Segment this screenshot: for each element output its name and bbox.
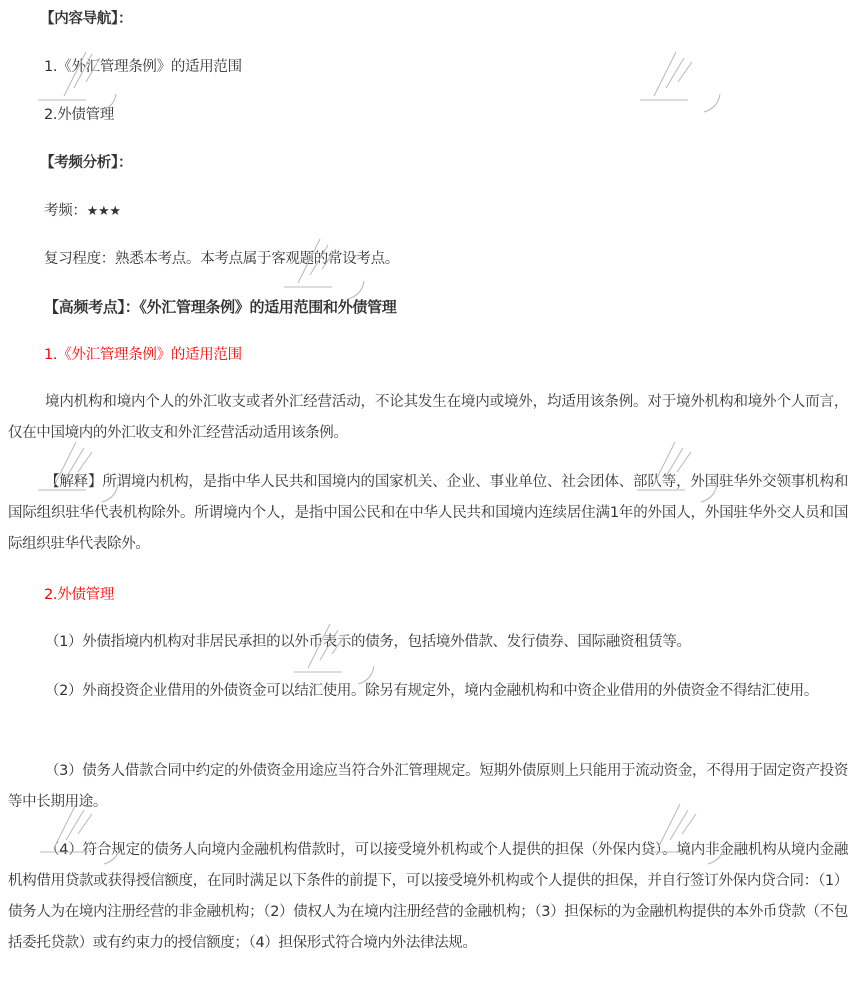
watermark-logo-icon	[280, 235, 370, 305]
watermark-logo-icon	[640, 48, 730, 118]
section-1-paragraph: 境内机构和境内个人的外汇收支或者外汇经营活动，不论其发生在境内或境外，均适用该条例。对于境外机构和境外个人而言，仅在中国境内的外汇收支和外汇经营活动适用该条例。	[8, 394, 848, 441]
review-level-text: 复习程度：熟悉本考点。本考点属于客观题的常设考点。	[44, 251, 399, 267]
section-2-point-3: （3）债务人借款合同中约定的外债资金用途应当符合外汇管理规定。短期外债原则上只能用于流动资金，不得用于固定资产投资等中长期用途。	[8, 763, 848, 810]
nav-heading: 【内容导航】：	[40, 11, 133, 27]
key-point-heading: 【高频考点】：《外汇管理条例》的适用范围和外债管理	[44, 298, 397, 316]
nav-item-1: 1.《外汇管理条例》的适用范围	[44, 59, 242, 75]
section-1-explanation: 【解释】所谓境内机构，是指中华人民共和国境内的国家机关、企业、事业单位、社会团体、部队等，外国驻华外交领事机构和国际组织驻华代表机构除外。所谓境内个人，是指中国公民和在中华人民共和国境内连续居住满1年的外国人，外国驻华外交人员和国际组织驻华代表除外。	[8, 474, 848, 552]
section-2-point-1: （1）外债指境内机构对非居民承担的以外币表示的债务，包括境外借款、发行债券、国际融资租赁等。	[45, 634, 691, 650]
star-rating-icon: ★★★	[86, 204, 121, 219]
section-2-point-4: （4）符合规定的债务人向境内金融机构借款时，可以接受境外机构或个人提供的担保（外保内贷）。境内非金融机构从境内金融机构借用贷款或获得授信额度，在同时满足以下条件的前提下，可以接受境外机构或个人提供的担保，并自行签订外保内贷合同：（1）债务人为在境内注册经营的非金融机构；（2）债权人为在境内注册经营的金融机构；（3）担保标的为金融机构提供的本外币贷款（不包括委托贷款）或有约束力的授信额度；（4）担保形式符合境内外法律法规。	[8, 842, 848, 951]
frequency-heading: 【考频分析】：	[40, 155, 133, 171]
section-2-title: 2.外债管理	[44, 587, 115, 603]
frequency-rating	[44, 201, 121, 222]
nav-item-2: 2.外债管理	[44, 107, 115, 123]
section-2-point-2: （2）外商投资企业借用的外债资金可以结汇使用。除另有规定外，境内金融机构和中资企业借用的外债资金不得结汇使用。	[45, 683, 818, 699]
rating-label: 考频：	[44, 203, 87, 219]
section-1-title: 1.《外汇管理条例》的适用范围	[44, 347, 242, 363]
